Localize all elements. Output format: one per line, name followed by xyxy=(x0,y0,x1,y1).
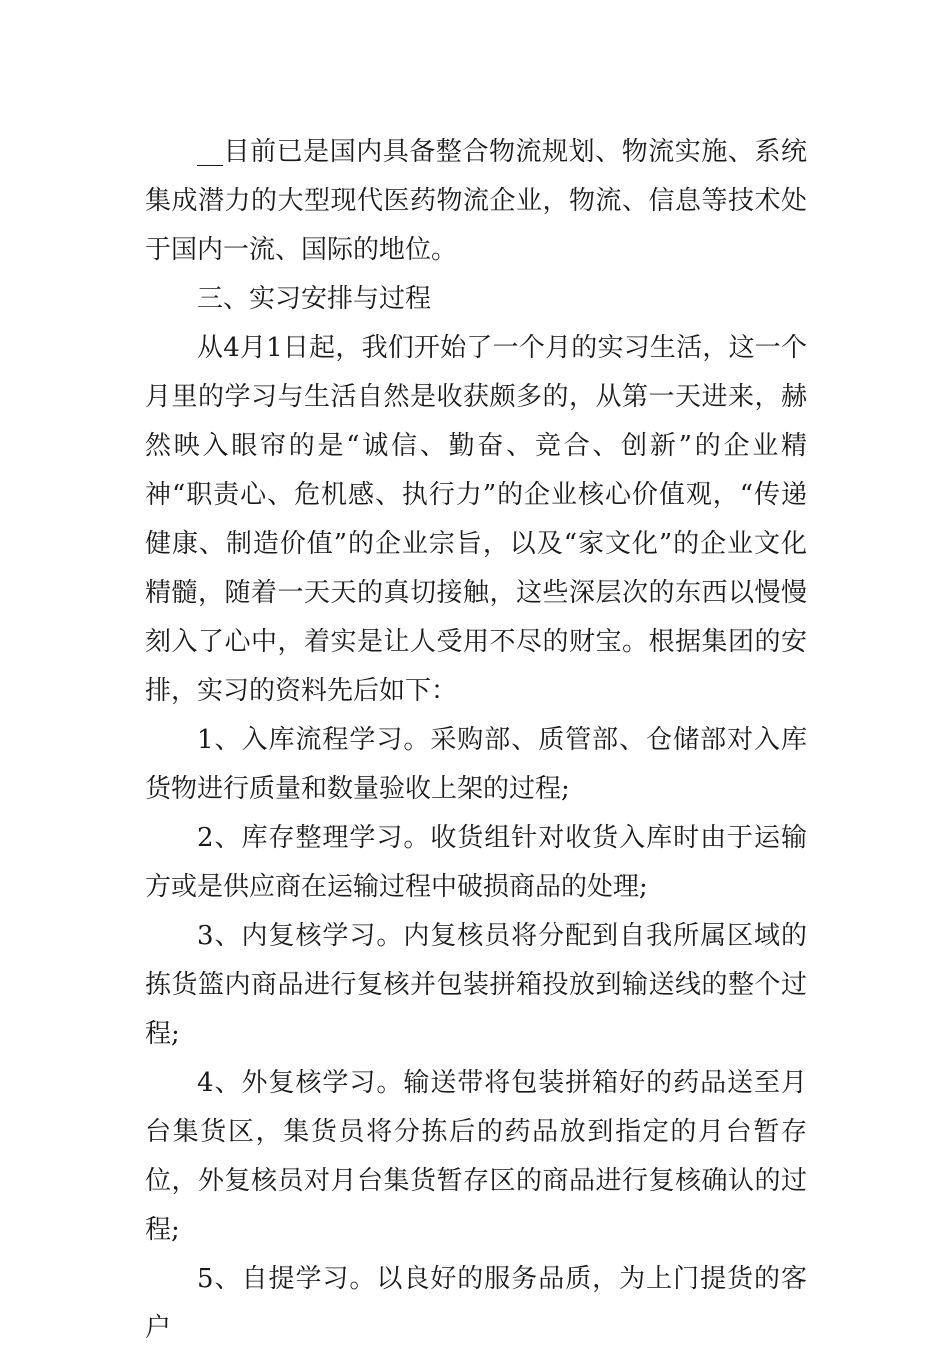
list-item-internal-review: 3、内复核学习。内复核员将分配到自我所属区域的拣货篮内商品进行复核并包装拼箱投放到输送线的整个过程; xyxy=(145,921,807,1049)
section-heading-internship: 三、实习安排与过程 xyxy=(197,284,432,314)
paragraph-internship-overview: 从4月1日起，我们开始了一个月的实习生活，这一个月里的学习与生活自然是收获颇多的，从第一天进来，赫然映入眼帘的是“诚信、勤奋、竞合、创新”的企业精神“职责心、危机感、执行力”的企业核心价值观，“传递健康、制造价值”的企业宗旨，以及“家文化”的企业文化精髓，随着一天天的真切接触，这些深层次的东西以慢慢刻入了心中，着实是让人受用不尽的财宝。根据集团的安排，实习的资料先后如下： xyxy=(145,333,807,706)
paragraph-company-intro: __目前已是国内具备整合物流规划、物流实施、系统集成潜力的大型现代医药物流企业，物流、信息等技术处于国内一流、国际的地位。 xyxy=(145,137,807,265)
list-item-self-pickup: 5、自提学习。以良好的服务品质，为上门提货的客户 xyxy=(145,1264,807,1343)
list-item-external-review: 4、外复核学习。输送带将包装拼箱好的药品送至月台集货区，集货员将分拣后的药品放到指定的月台暂存位，外复核员对月台集货暂存区的商品进行复核确认的过程; xyxy=(145,1068,807,1245)
list-item-inventory: 2、库存整理学习。收货组针对收货入库时由于运输方或是供应商在运输过程中破损商品的处理; xyxy=(145,823,807,902)
document-body xyxy=(145,128,807,1353)
list-item-inbound: 1、入库流程学习。采购部、质管部、仓储部对入库货物进行质量和数量验收上架的过程; xyxy=(145,725,807,804)
